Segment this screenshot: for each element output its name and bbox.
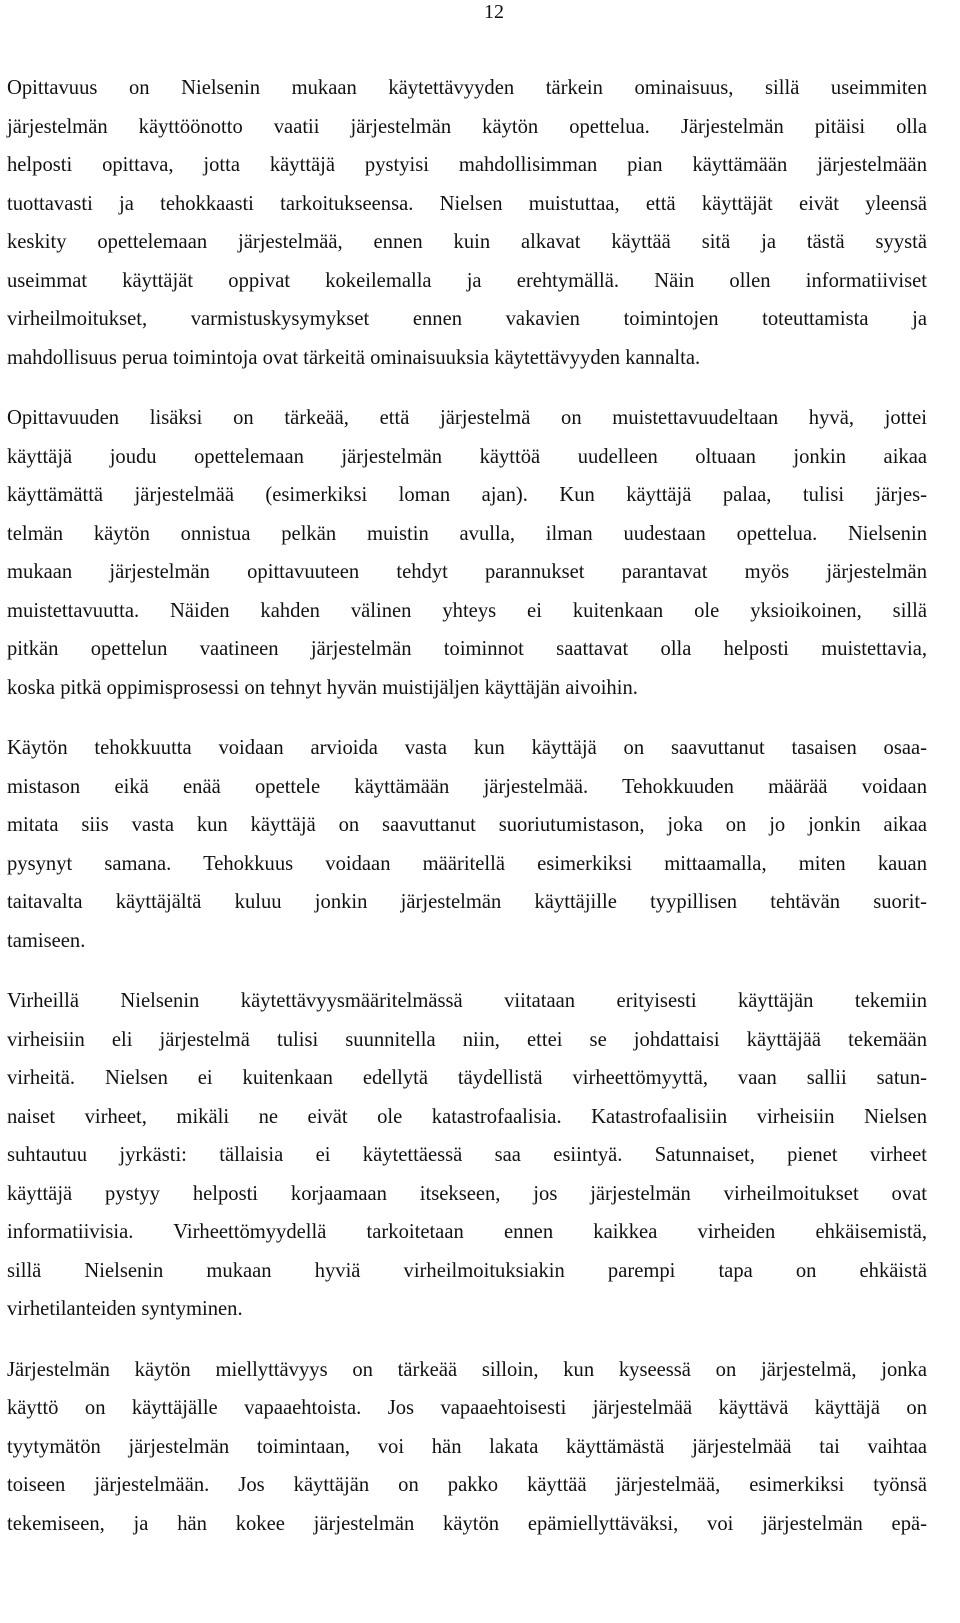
text-line: pitkän opettelun vaatineen järjestelmän toiminnot saattavat olla helposti muistettavia, xyxy=(7,638,927,660)
text-line: Opittavuus on Nielsenin mukaan käytettävyyden tärkein ominaisuus, sillä useimmiten xyxy=(7,77,927,99)
text-line: tamiseen. xyxy=(7,929,86,952)
text-line: tekemiseen, ja hän kokee järjestelmän käytön epämiellyttäväksi, voi järjestelmän epä- xyxy=(7,1512,927,1535)
text-line: Käytön tehokkuutta voidaan arvioida vasta kun käyttäjä on saavuttanut tasaisen osaa- xyxy=(7,737,927,759)
text-line: käyttö on käyttäjälle vapaaehtoista. Jos vapaaehtoisesti järjestelmää käyttävä käyttäjä on xyxy=(7,1397,927,1419)
text-line: virhetilanteiden syntyminen. xyxy=(7,1298,243,1320)
text-line: muistettavuutta. Näiden kahden välinen yhteys ei kuitenkaan ole yksioikoinen, sillä xyxy=(7,599,927,622)
text-line: koska pitkä oppimisprosessi on tehnyt hyvän muistijäljen käyttäjän aivoihin. xyxy=(7,676,638,699)
body-text xyxy=(7,69,927,1565)
text-line: telmän käytön onnistua pelkän muistin avulla, ilman uudestaan opettelua. Nielsenin xyxy=(7,522,927,545)
paragraph-learnability xyxy=(7,69,927,377)
text-line: virheilmoitukset, varmistuskysymykset ennen vakavien toimintojen toteuttamista ja xyxy=(7,308,927,330)
text-line: toiseen järjestelmään. Jos käyttäjän on pakko käyttää järjestelmää, esimerkiksi työnsä xyxy=(7,1474,927,1496)
text-line: keskity opettelemaan järjestelmää, ennen kuin alkavat käyttää sitä ja tästä syystä xyxy=(7,231,927,253)
paragraph-efficiency xyxy=(7,729,927,960)
text-line: mitata siis vasta kun käyttäjä on saavuttanut suoriutumistason, joka on jo jonkin aikaa xyxy=(7,814,927,836)
text-line: mistason eikä enää opettele käyttämään järjestelmää. Tehokkuuden määrää voidaan xyxy=(7,775,927,798)
text-line: tuottavasti ja tehokkaasti tarkoitukseensa. Nielsen muistuttaa, että käyttäjät eivät yleensä xyxy=(7,192,927,215)
text-line: virheisiin eli järjestelmä tulisi suunnitella niin, ettei se johdattaisi käyttäjää tekemään xyxy=(7,1028,927,1051)
text-line: taitavalta käyttäjältä kuluu jonkin järjestelmän käyttäjille tyypillisen tehtävän suorit- xyxy=(7,891,927,913)
text-line: naiset virheet, mikäli ne eivät ole katastrofaalisia. Katastrofaalisiin virheisiin Nielsen xyxy=(7,1105,927,1128)
paragraph-satisfaction xyxy=(7,1351,927,1544)
text-line: helposti opittava, jotta käyttäjä pystyisi mahdollisimman pian käyttämään järjestelmään xyxy=(7,154,927,176)
text-line: Virheillä Nielsenin käytettävyysmääritelmässä viitataan erityisesti käyttäjän tekemiin xyxy=(7,990,927,1012)
text-line: suhtautuu jyrkästi: tällaisia ei käytettäessä saa esiintyä. Satunnaiset, pienet virheet xyxy=(7,1144,927,1166)
text-line: mukaan järjestelmän opittavuuteen tehdyt parannukset parantavat myös järjestelmän xyxy=(7,561,927,583)
page-number: 12 xyxy=(484,1,504,23)
text-line: järjestelmän käyttöönotto vaatii järjestelmän käytön opettelua. Järjestelmän pitäisi olla xyxy=(7,115,927,138)
text-line: useimmat käyttäjät oppivat kokeilemalla ja erehtymällä. Näin ollen informatiiviset xyxy=(7,269,927,292)
text-line: informatiivisia. Virheettömyydellä tarkoitetaan ennen kaikkea virheiden ehkäisemistä, xyxy=(7,1221,927,1243)
paragraph-memorability xyxy=(7,399,927,707)
text-line: pysynyt samana. Tehokkuus voidaan määritellä esimerkiksi mittaamalla, miten kauan xyxy=(7,852,927,875)
text-line: virheitä. Nielsen ei kuitenkaan edellytä täydellistä virheettömyyttä, vaan sallii satun- xyxy=(7,1067,927,1089)
paragraph-errors xyxy=(7,982,927,1329)
text-line: sillä Nielsenin mukaan hyviä virheilmoituksiakin parempi tapa on ehkäistä xyxy=(7,1259,927,1282)
text-line: käyttäjä joudu opettelemaan järjestelmän käyttöä uudelleen oltuaan jonkin aikaa xyxy=(7,445,927,468)
text-line: tyytymätön järjestelmän toimintaan, voi hän lakata käyttämästä järjestelmää tai vaihtaa xyxy=(7,1435,927,1458)
text-line: mahdollisuus perua toimintoja ovat tärkeitä ominaisuuksia käytettävyyden kannalta. xyxy=(7,346,701,369)
text-line: Opittavuuden lisäksi on tärkeää, että järjestelmä on muistettavuudeltaan hyvä, jottei xyxy=(7,407,927,429)
text-line: käyttäjä pystyy helposti korjaamaan itsekseen, jos järjestelmän virheilmoitukset ovat xyxy=(7,1182,927,1205)
text-line: käyttämättä järjestelmää (esimerkiksi loman ajan). Kun käyttäjä palaa, tulisi järjes- xyxy=(7,484,927,506)
text-line: Järjestelmän käytön miellyttävyys on tärkeää silloin, kun kyseessä on järjestelmä, jonka xyxy=(7,1358,927,1381)
